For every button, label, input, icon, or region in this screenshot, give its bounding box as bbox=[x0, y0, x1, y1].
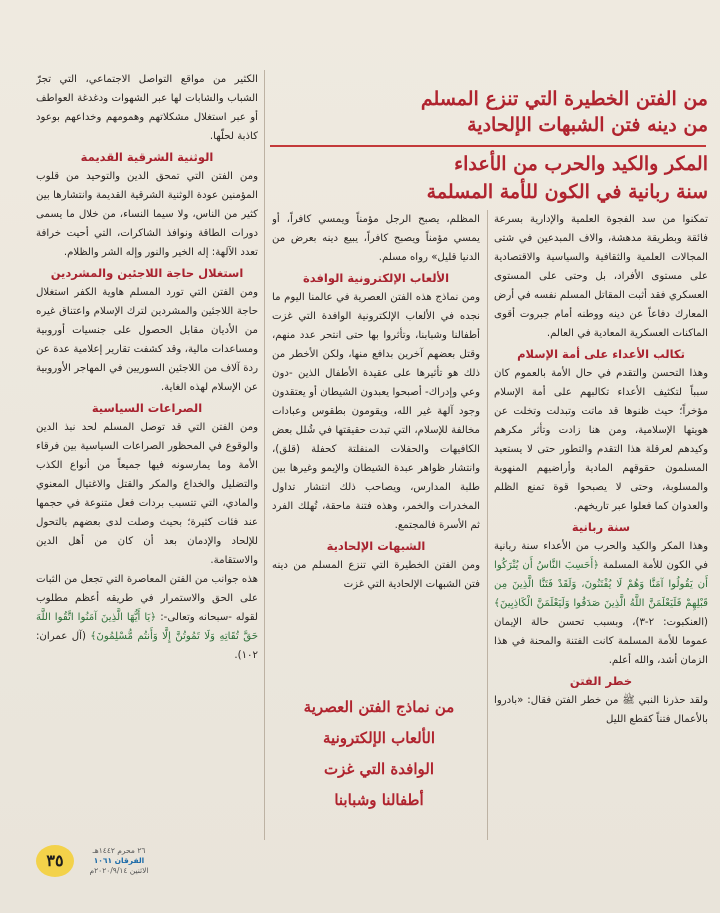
quran-quote-1: ﴿أَحَسِبَ النَّاسُ أَن يُتْرَكُوا أَن يَقُولُوا آمَنَّا وَهُمْ لَا يُفْتَنُونَ، وَلَقَدْ فَتَنَّا الَّذِينَ مِن قَبْلِهِمْ فَلَيَعْلَمَنَّ اللَّهُ الَّذِينَ صَدَقُوا وَلَيَعْلَمَنَّ الْكَاذِبِينَ﴾ bbox=[494, 560, 708, 609]
right-paragraph-1: تمكنوا من سد الفجوة العلمية والإدارية بسرعة فائقة وبطريقة مدهشة، والاف المبدعين في شتى المجالات العلمية والثقافية والسياسية والاقتصادية على مستوى الأفراد، بل وحتى على المستوى العسكري فقد أثبت المقاتل المسلم نفسه في أرض المعارك دفاعاً عن دينه ووطنه أمام جبروت أقوى الماكنات العسكرية المعادية في العالم. bbox=[494, 214, 708, 339]
title-divider bbox=[270, 145, 706, 147]
left-paragraph-1: الكثير من مواقع التواصل الاجتماعي، التي تجرّ الشباب والشابات لها عبر الشهوات ودغدغة العواطف أو عبر استغلال مشكلاتهم وهمومهم وخداعهم بوعود كاذبة لحلّها. bbox=[36, 74, 258, 142]
heading-electronic-games: الألعاب الإلكترونية الوافدة bbox=[302, 271, 450, 285]
right-paragraph-2: وهذا التحسن والتقدم في حال الأمة بالعموم كان سبباً لتكثيف الأعداء تكالبهم على أمة الإسلام مؤخراً؛ حيث ظنوها قد ماتت وتبدلت وتخلت عن هويتها الإسلامية، ومن هنا زادت وتأثر مكرهم وكيدهم لعرقلة هذا التقدم والتطور حتى لا يستعيد المسلمون حقوقهم المادية وأراضيهم المنهوبة والمسلوبة، وحتى لا يصبحوا قوة تمنع الظلم والعدوان كما فعلوا عبر تاريخهم. bbox=[494, 368, 708, 512]
title1-line2: من دينه فتن الشبهات الإلحادية bbox=[467, 114, 708, 136]
right-paragraph-3-text: وهذا المكر والكيد والحرب من الأعداء سنة ربانية في الكون للأمة المسلمة bbox=[494, 541, 708, 571]
middle-paragraph-3: ومن الفتن الخطيرة التي تنزع المسلم من دينه فتن الشبهات الإلحادية التي غزت bbox=[272, 560, 480, 590]
right-paragraph-4: ولقد حذرنا النبي ﷺ من خطر الفتن فقال: «بادروا بالأعمال فتناً كقطع الليل bbox=[494, 695, 708, 725]
left-paragraph-5-text: هذه جوانب من الفتن المعاصرة التي تجعل من الثبات على الحق والاستمرار في طريقه أعظم مطلوب لقوله -سبحانه وتعالى-: bbox=[36, 574, 258, 623]
left-paragraph-4: ومن الفتن التي قد توصل المسلم لحد نبذ الدين والوقوع في المحظور الصراعات السياسية بين فرقاء الأمة وما يمارسونه فيها جميعاً من أنواع الكذب والتضليل والخداع والمكر والقتل والاغتيال المعنوي والمادي، التي تتسبب بردات فعل متنوعة في حجمها عند فئات كثيرة؛ بحيث وصلت لدى بعضهم بالتحول للإلحاد والإدمان بعد أن كان من أهل الدين والاستقامة. bbox=[36, 422, 258, 566]
issue-date-gregorian: الاثنين ٢٠٢٠/٩/١٤م bbox=[89, 866, 149, 875]
right-paragraph-3-ref: (العنكبوت: ٢-٣)، وبسبب تحسن حالة الإيمان عموما للأمة المسلمة كانت الفتنة والمحنة في هذا الزمان أشد، والله أعلم. bbox=[494, 617, 708, 666]
heading-refugees: استغلال حاجة اللاجئين والمشردين bbox=[50, 266, 244, 280]
column-right bbox=[494, 210, 708, 842]
feature-title-line1: من نماذج الفتن العصرية bbox=[303, 698, 455, 716]
page-number: ٣٥ bbox=[36, 845, 74, 877]
title2-line1: المكر والكيد والحرب من الأعداء bbox=[454, 153, 708, 175]
left-paragraph-5-ref: (آل عمران: ١٠٢). bbox=[36, 631, 258, 661]
column-middle bbox=[272, 210, 480, 635]
left-paragraph-3: ومن الفتن التي تورد المسلم هاوية الكفر استغلال حاجة اللاجئين والمشردين لترك الإسلام واعتناق غيره من الأديان مقابل الحصول على جنسيات أوروبية ومساعدات مالية، وقد كشفت تقارير إعلامية عدة عن ردة آلاف من اللاجئين السوريين في المهاجر الأوروبية عن الإسلام لهذه الغاية. bbox=[36, 287, 258, 393]
left-paragraph-2: ومن الفتن التي تمحق الدين والتوحيد من قلوب المؤمنين عودة الوثنية الشرقية القديمة وانتشارها بين كثير من الناس، ولا سيما النساء، من خلال ما يسمى دورات الطاقة ونوافذ الشاكرات، التي أحيت خرافة تعدد الآلهة: إله الخير والنور وإله الشر والظلام. bbox=[36, 171, 258, 258]
magazine-brand: الفرقان ١٠٦١ bbox=[93, 856, 145, 865]
heading-political-conflicts: الصراعات السياسية bbox=[91, 401, 203, 415]
issue-info bbox=[74, 846, 164, 876]
column-divider-left bbox=[264, 70, 265, 840]
left-paragraph-5 bbox=[36, 570, 258, 665]
main-title-block bbox=[268, 86, 708, 138]
title2-line2: سنة ربانية في الكون للأمة المسلمة bbox=[426, 181, 708, 203]
feature-title-line2: الألعاب الإلكترونية bbox=[323, 729, 435, 747]
title1-line1: من الفتن الخطيرة التي تنزع المسلم bbox=[420, 88, 708, 110]
quran-quote-2: ﴿يَا أَيُّهَا الَّذِينَ آمَنُوا اتَّقُوا اللَّهَ حَقَّ تُقَاتِهِ وَلَا تَمُوتُنَّ إِلَّا وَأَنتُم مُّسْلِمُونَ﴾ bbox=[36, 612, 258, 642]
middle-paragraph-2: ومن نماذج هذه الفتن العصرية في عالمنا اليوم ما نجده في الألعاب الإلكترونية الوافدة التي غزت أطفالنا وشبابنا، وتأثروا بها حتى انتحر عدد منهم، وقتل بعضهم آخرين بدافع منها، ولكن الأخطر من ذلك هو تأثيرها على عقيدة الأطفال الذين -دون وعي وإدراك- أصبحوا يعبدون الشيطان أو يعتقدون وجود آلهة غير الله، ويقومون بطقوس وعبادات مخالفة للإسلام، التي تبدت حقيقتها في شُلل بعض الكافيهات والحفلات المنفلتة كحفلة (قلق)، وانتشار ظواهر عبدة الشيطان والإيمو وغيرها بين طلبة المدارس، ويصاحب ذلك انتشار تداول المخدرات والخمر، وهذه فتنة ماحقة، تُهلك الفرد ثم الأسرة فالمجتمع. bbox=[272, 292, 480, 531]
heading-eastern-paganism: الوثنية الشرقية القديمة bbox=[80, 150, 214, 164]
column-left bbox=[36, 70, 258, 840]
issue-date-hijri: ٢٦ محرم ١٤٤٢هـ bbox=[92, 846, 146, 855]
column-divider-right bbox=[487, 210, 488, 840]
heading-danger-of-fitan: خطر الفتن bbox=[569, 674, 633, 688]
heading-enemies: تكالب الأعداء على أمة الإسلام bbox=[517, 347, 685, 361]
right-paragraph-3 bbox=[494, 537, 708, 670]
subtitle-block bbox=[268, 150, 708, 206]
heading-atheist-doubts: الشبهات الإلحادية bbox=[326, 539, 426, 553]
feature-title-line3: الوافدة التي غزت bbox=[323, 760, 434, 778]
middle-paragraph-1: المظلم، يصبح الرجل مؤمناً ويمسي كافراً، أو يمسي مؤمناً ويصبح كافراً، يبيع دينه بعرض من الدنيا قليل» رواه مسلم. bbox=[272, 214, 480, 263]
feature-title-line4: أطفالنا وشبابنا bbox=[334, 791, 424, 809]
heading-divine-law: سنة ربانية bbox=[571, 520, 631, 534]
feature-title-block bbox=[276, 692, 482, 816]
